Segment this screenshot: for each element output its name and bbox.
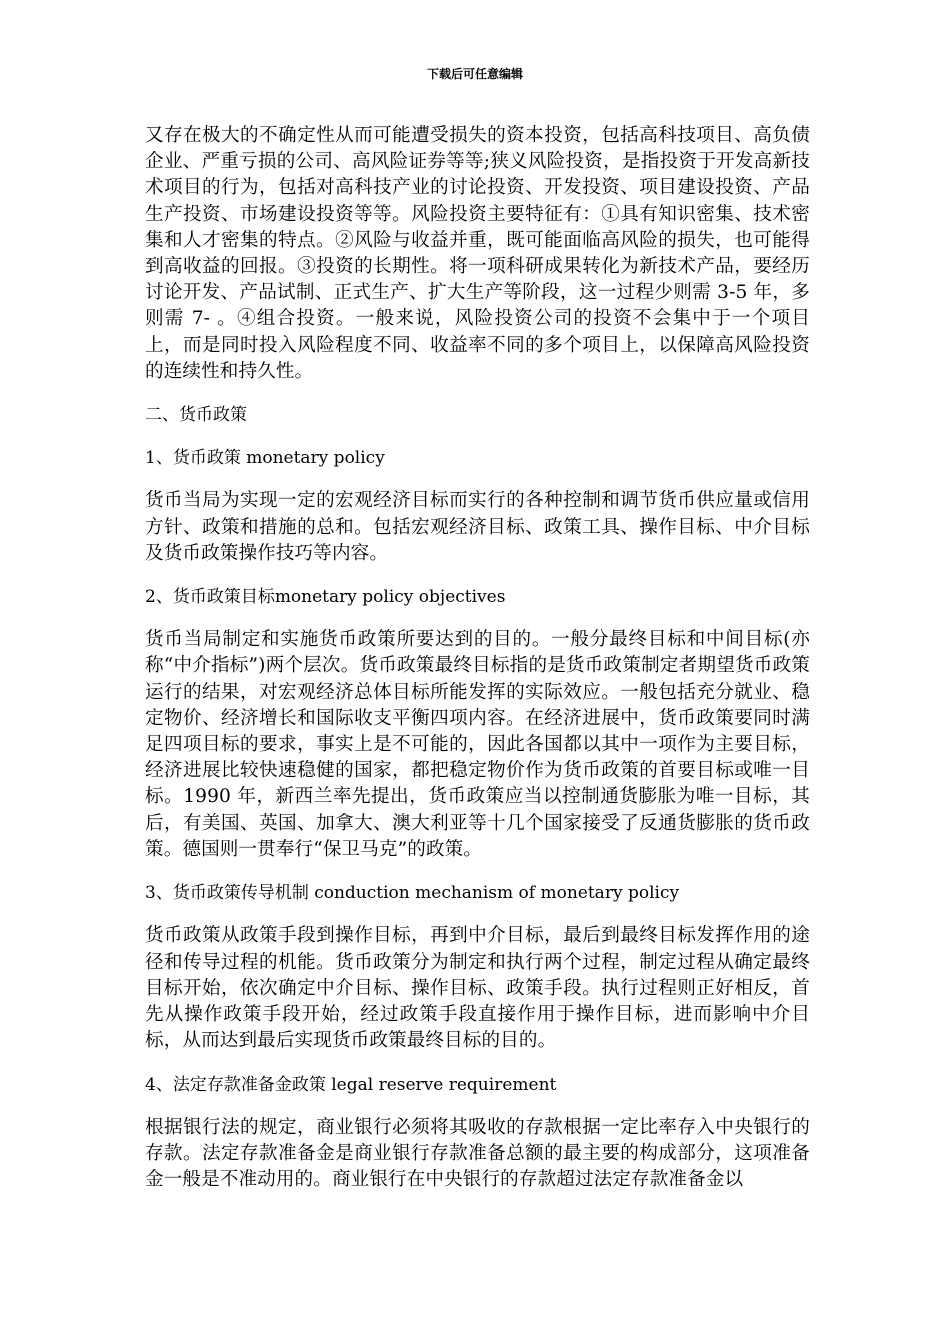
document-body [145, 123, 810, 1211]
paragraph-monetary-policy-definition: 货币当局为实现一定的宏观经济目标而实行的各种控制和调节货币供应量或信用方针、政策和措施的总和。包括宏观经济目标、政策工具、操作目标、中介目标及货币政策操作技巧等内容。 [145, 490, 810, 564]
paragraph-conduction-mechanism: 货币政策从政策手段到操作目标，再到中介目标，最后到最终目标发挥作用的途径和传导过程的机能。货币政策分为制定和执行两个过程，制定过程从确定最终目标开始，依次确定中介目标、操作目标、政策手段。执行过程则正好相反，首先从操作政策手段开始，经过政策手段直接作用于操作目标，进而影响中介目标，从而达到最后实现货币政策最终目标的目的。 [145, 925, 810, 1052]
heading-conduction-mechanism: 3、货币政策传导机制 conduction mechanism of monetary policy [145, 883, 680, 904]
paragraph-legal-reserve: 根据银行法的规定，商业银行必须将其吸收的存款根据一定比率存入中央银行的存款。法定存款准备金是商业银行存款准备总额的最主要的构成部分，这项准备金一般是不准动用的。商业银行在中央银行的存款超过法定存款准备金以 [145, 1116, 810, 1191]
heading-policy-objectives: 2、货币政策目标monetary policy objectives [145, 587, 506, 608]
page-header: 下载后可任意编辑 [426, 67, 523, 81]
heading-legal-reserve: 4、法定存款准备金政策 legal reserve requirement [145, 1074, 557, 1095]
paragraph-risk-investment: 又存在极大的不确定性从而可能遭受损失的资本投资，包括高科技项目、高负债企业、严重亏损的公司、高风险证券等等;狭义风险投资，是指投资于开发高新技术项目的行为，包括对高科技产业的讨论投资、开发投资、项目建设投资、产品生产投资、市场建设投资等等。风险投资主要特征有：①具有知识密集、技术密集和人才密集的特点。②风险与收益并重，既可能面临高风险的损失，也可能得到高收益的回报。③投资的长期性。将一项科研成果转化为新技术产品，要经历讨论开发、产品试制、正式生产、扩大生产等阶段，这一过程少则需 3-5 年，多则需 7- 。④组合投资。一般来说，风险投资公司的投资不会集中于一个项目上，而是同时投入风险程度不同、收益率不同的多个项目上，以保障高风险投资的连续性和持久性。 [145, 125, 810, 382]
section-heading-monetary-policy: 二、货币政策 [145, 405, 247, 426]
heading-monetary-policy: 1、货币政策 monetary policy [145, 448, 385, 469]
paragraph-policy-objectives: 货币当局制定和实施货币政策所要达到的目的。一般分最终目标和中间目标(亦称“中介指标”)两个层次。货币政策最终目标指的是货币政策制定者期望货币政策运行的结果，对宏观经济总体目标所能发挥的实际效应。一般包括充分就业、稳定物价、经济增长和国际收支平衡四项内容。在经济进展中，货币政策要同时满足四项目标的要求，事实上是不可能的，因此各国都以其中一项作为主要目标，经济进展比较快速稳健的国家，都把稳定物价作为货币政策的首要目标或唯一目标。1990 年，新西兰率先提出，货币政策应当以控制通货膨胀为唯一目标，其后，有美国、英国、加拿大、澳大利亚等十几个国家接受了反通货膨胀的货币政策。德国则一贯奉行“保卫马克”的政策。 [145, 629, 810, 860]
